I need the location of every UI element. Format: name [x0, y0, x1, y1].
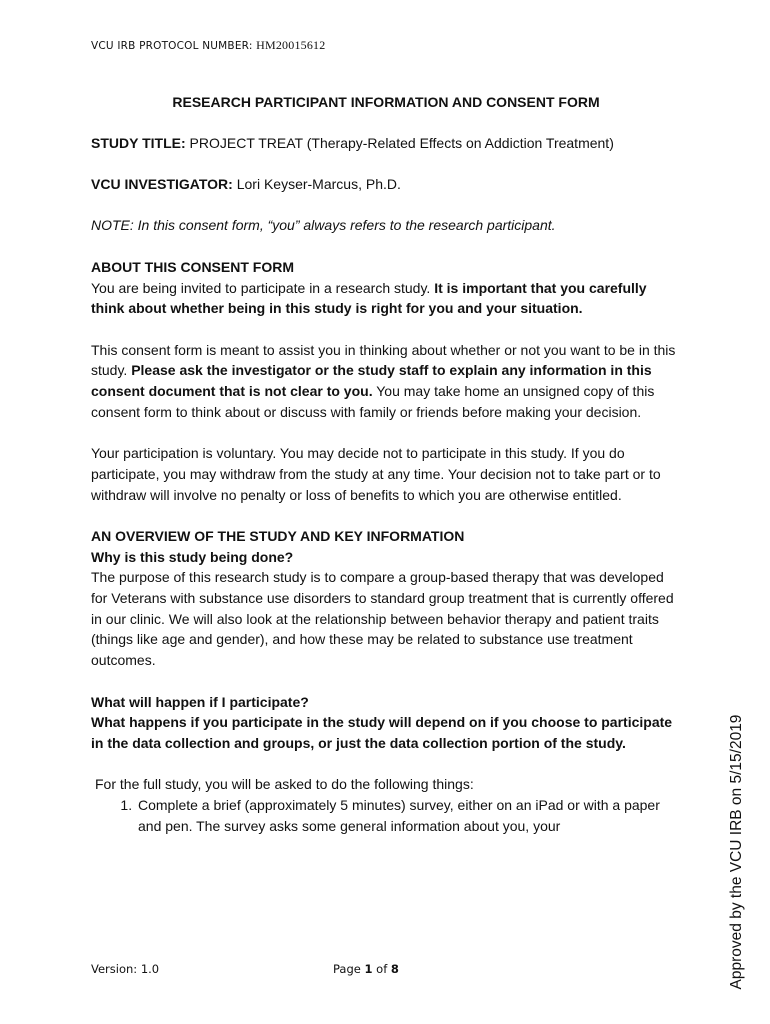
why-paragraph: The purpose of this research study is to compare a group-based therapy that was developed for Veterans with substance use disorders to standard group treatment that is currently offered in our clinic. We will also look at the relationship between behavior therapy and patient traits (things like age and gender), and how these may be related to substance use treatment outcomes. [91, 569, 674, 669]
full-study-intro: For the full study, you will be asked to do the following things: [95, 776, 474, 793]
protocol-number: HM20015612 [256, 38, 326, 52]
note-line: NOTE: In this consent form, “you” always refers to the research participant. [91, 217, 556, 234]
about-paragraph-1 [91, 278, 681, 319]
page-prefix: Page [333, 962, 365, 976]
page-total: 8 [390, 962, 399, 976]
about-paragraph-2 [91, 340, 681, 423]
overview-heading: AN OVERVIEW OF THE STUDY AND KEY INFORMATION [91, 527, 465, 544]
irb-approval-stamp: Approved by the VCU IRB on 5/15/2019 [728, 714, 745, 990]
protocol-header [91, 38, 325, 53]
procedure-list [91, 795, 681, 836]
about-p2-text-b: You may take home an unsigned copy of this consent form to think about or discuss with family or friends before making your decision. [91, 383, 655, 420]
study-title-label: STUDY TITLE: [91, 134, 186, 151]
about-p2-text-a: This consent form is meant to assist you in thinking about whether or not you want to be in this study. [91, 341, 676, 379]
investigator-line [91, 174, 681, 195]
footer-page-number [333, 962, 399, 976]
about-p2-bold: Please ask the investigator or the study staff to explain any information in this consent document that is not clear to you. [91, 362, 652, 400]
what-paragraph: What happens if you participate in the study will depend on if you choose to participate in the data collection and groups, or just the data collection portion of the study. [91, 714, 673, 751]
footer-version: Version: 1.0 [91, 962, 160, 976]
about-paragraph-3: Your participation is voluntary. You may decide not to participate in this study. If you do participate, you may withdraw from the study at any time. Your decision not to take part or to withdraw will involve no penalty or loss of benefits to which you are otherwise entitled. [91, 445, 661, 503]
page-of: of [372, 962, 391, 976]
about-p1-bold: It is important that you carefully think about whether being in this study is right for you and your situation. [91, 279, 647, 317]
study-title-value: PROJECT TREAT (Therapy-Related Effects on Addiction Treatment) [185, 134, 614, 151]
page-current: 1 [364, 962, 373, 976]
why-heading: Why is this study being done? [91, 548, 294, 565]
investigator-label: VCU INVESTIGATOR: [91, 176, 233, 193]
what-heading: What will happen if I participate? [91, 693, 309, 710]
about-p1-text: You are being invited to participate in a research study. [91, 279, 435, 296]
study-title-line [91, 133, 681, 154]
list-item: 1. Complete a brief (approximately 5 minutes) survey, either on an iPad or with a paper and pen. The survey asks some general information about you, your [136, 795, 681, 836]
about-heading: ABOUT THIS CONSENT FORM [91, 258, 294, 275]
protocol-label: VCU IRB PROTOCOL NUMBER: [91, 40, 257, 52]
document-title: RESEARCH PARTICIPANT INFORMATION AND CONSENT FORM [172, 94, 600, 110]
investigator-value: Lori Keyser-Marcus, Ph.D. [232, 176, 401, 193]
document-body [91, 92, 681, 836]
